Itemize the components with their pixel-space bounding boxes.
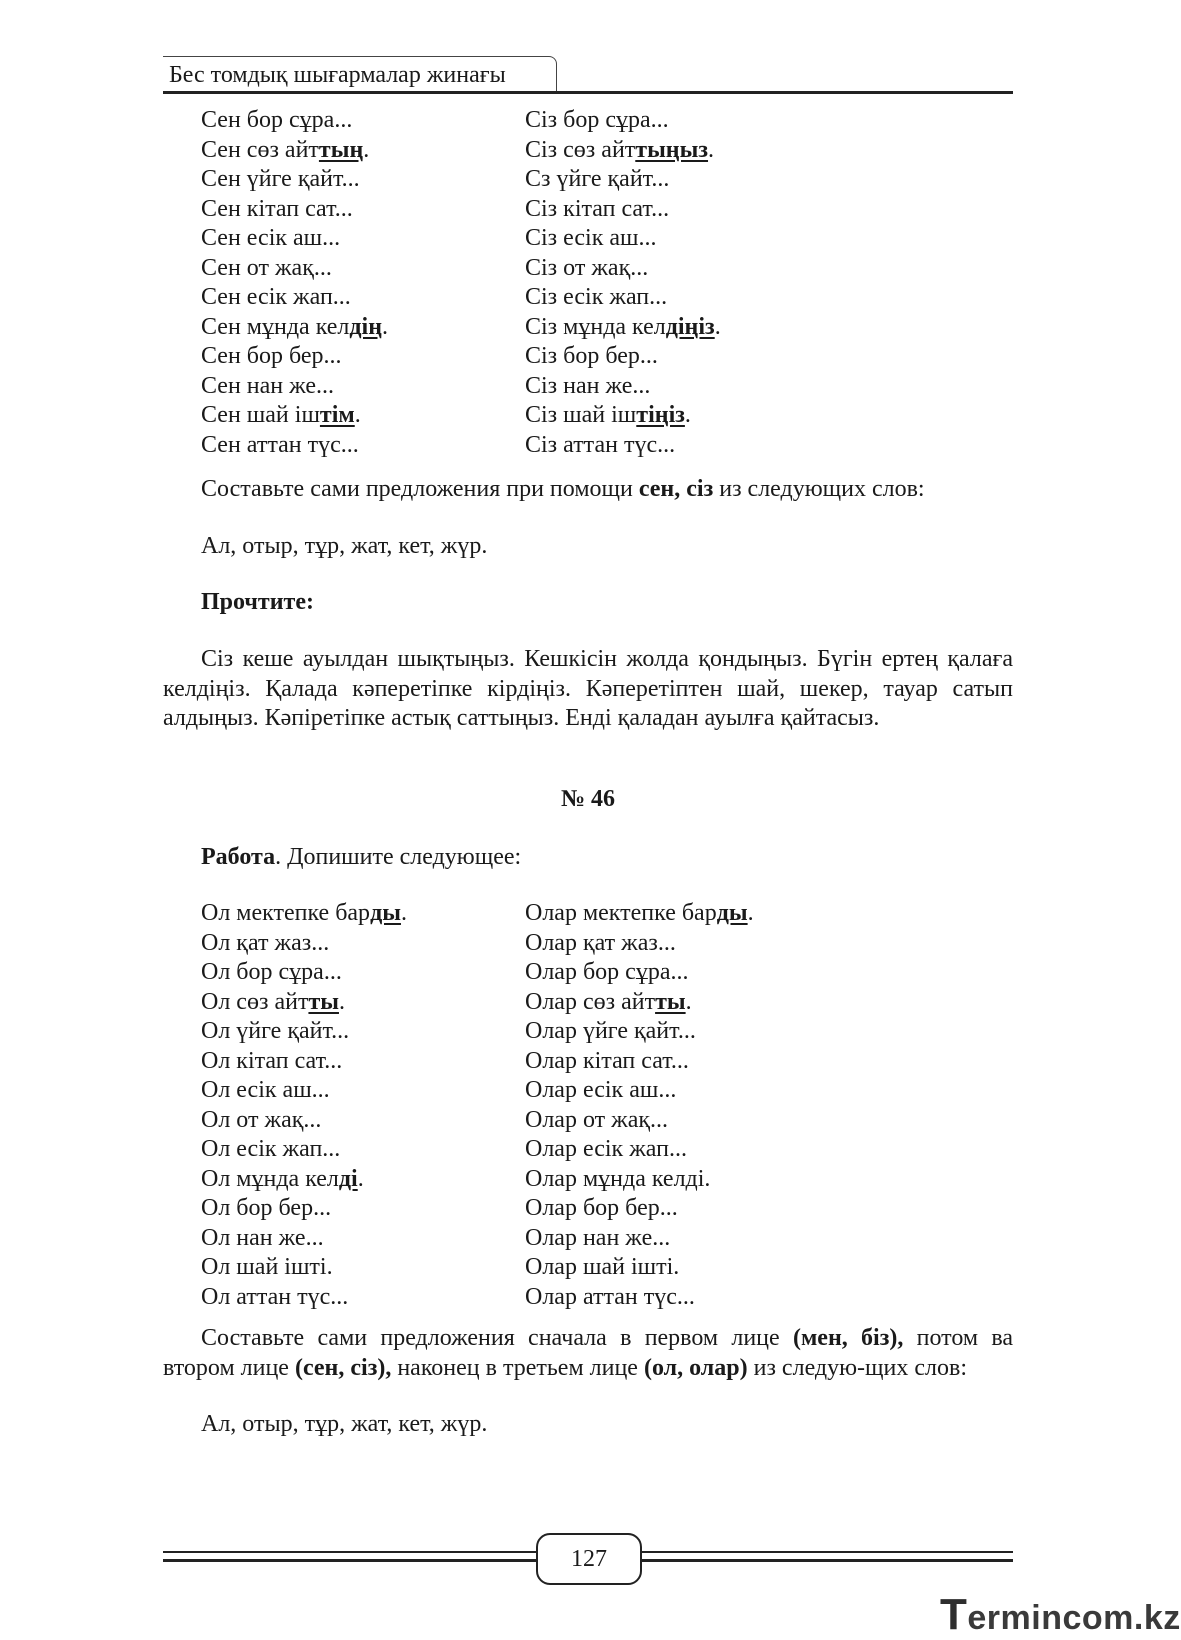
table1-right-row [525, 431, 721, 461]
table2-right-column [525, 899, 754, 1312]
watermark-text: ermincom.kz [967, 1599, 1181, 1637]
table2-right-row-suffix: ды [716, 900, 748, 926]
table2-right-row-text: Олар шай ішті. [525, 1254, 680, 1280]
table1-left-row-text: Сен бор сұра... [201, 107, 353, 133]
table1-right-row [525, 342, 721, 372]
table1-right-row-suffix: тыңыз [635, 136, 709, 163]
table2-left-row-punct: . [400, 900, 407, 926]
work-label: Работа [201, 844, 276, 870]
table2-left-row-suffix: ді [338, 1165, 358, 1192]
table1-right-row-text: Сіз бор бер... [525, 343, 658, 369]
table1-left-row-text: Сен есік жап... [201, 284, 351, 310]
table2-right-row [525, 1194, 754, 1224]
table1-left-row [201, 313, 388, 343]
table1-right-row [525, 283, 721, 313]
table2-left-row-text: Ол бор сұра... [201, 959, 342, 985]
exercise-number: № 46 [560, 786, 616, 812]
table2-right-row [525, 1047, 754, 1077]
table2-left-row-text: Ол нан же... [201, 1224, 324, 1251]
footer-rule-left [163, 1551, 537, 1562]
table2-left-row-text: Ол мектепке бар [201, 900, 371, 926]
page-number: 127 [536, 1533, 642, 1585]
table1-right-row-punct: . [714, 313, 721, 340]
table2-left-row [201, 958, 407, 988]
table2-right-row [525, 1253, 754, 1283]
table2-left-column [201, 899, 407, 1312]
table1-right-row-punct: . [708, 136, 715, 163]
table2-right-row-punct: . [747, 900, 754, 926]
table1-left-row [201, 224, 388, 254]
table2-left-row-text: Ол кітап сат... [201, 1047, 343, 1074]
task1-text-a: Составьте сами предложения при помощи [201, 476, 639, 502]
table1-left-row-punct: . [382, 313, 389, 340]
reading-text: Сіз кеше ауылдан шықтыңыз. Кешкісін жолда қондыңыз. Бүгін ертең қалаға келдіңіз. Қалада кәперетіпке кірдіңіз. Кәперетіптен шай, шекер, тауар сатып алдыңыз. Кәпіретіпке астық саттыңыз. Енді қаладан ауылға қайтасыз. [163, 646, 1013, 731]
table1-left-row-text: Сен шай іш [201, 402, 320, 428]
header-title: Бес томдық шығармалар жинағы [169, 62, 506, 88]
table2-left-row-punct: . [357, 1165, 364, 1192]
table2-left-row [201, 1047, 407, 1077]
table1-left-row [201, 195, 388, 225]
task1-bold: сен, сіз [638, 476, 714, 502]
table2-right-row-text: Олар қат жаз... [525, 929, 676, 956]
table1-right-row-text: Сіз бор сұра... [525, 107, 669, 133]
table1-right-row-text: Сз үйге қайт... [525, 166, 670, 192]
table1-right-row-text: Сіз мұнда кел [525, 313, 666, 340]
table1-right-row [525, 136, 721, 166]
task2-bold-1: (мен, біз), [792, 1325, 904, 1351]
table1-right-row-suffix: тіңіз [636, 402, 685, 428]
table2-left-row-text: Ол мұнда кел [201, 1165, 339, 1192]
table1-left-row-suffix: тың [318, 136, 364, 163]
table2-left-row [201, 1283, 407, 1313]
table1-left-row-text: Сен от жақ... [201, 254, 332, 281]
table2-left-row-text: Ол аттан түс... [201, 1283, 349, 1310]
table1-right-row [525, 224, 721, 254]
table1-left-row-punct: . [354, 402, 361, 428]
work-text: . Допишите следующее: [275, 844, 522, 870]
table2-left-row-text: Ол сөз айт [201, 988, 309, 1015]
table2-right-row-punct: . [685, 988, 692, 1015]
table1-right-row-text: Сіз нан же... [525, 372, 651, 399]
table2-right-row-text: Олар от жақ... [525, 1106, 669, 1133]
table1-right-row-text: Сіз кітап сат... [525, 195, 670, 222]
table2-left-row [201, 1135, 407, 1165]
table1-left-row-suffix: тім [319, 402, 355, 428]
running-header [163, 56, 1013, 94]
table2-right-row [525, 1224, 754, 1254]
task-instruction-1 [163, 475, 1013, 505]
table2-left-row-text: Ол шай ішті. [201, 1254, 333, 1280]
table2-left-row-text: Ол үйге қайт... [201, 1018, 350, 1044]
table1-left-row [201, 431, 388, 461]
table1-left-row-text: Сен есік аш... [201, 225, 341, 251]
table1-left-row [201, 283, 388, 313]
task2-bold-2: (сен, сіз), [294, 1354, 392, 1381]
table2-right-row [525, 1283, 754, 1313]
table2-right-row [525, 1165, 754, 1195]
table2-left-row-text: Ол от жақ... [201, 1106, 322, 1133]
table2-left-row [201, 988, 407, 1018]
table2-left-row-punct: . [338, 988, 345, 1015]
site-watermark [940, 1590, 1181, 1639]
table2-left-row [201, 1017, 407, 1047]
table1-right-row [525, 401, 721, 431]
task1-text-b: из следующих слов: [713, 476, 925, 502]
read-heading-text: Прочтите: [201, 589, 314, 615]
table1-left-row-text: Сен бор бер... [201, 343, 342, 369]
header-rule [163, 91, 1013, 94]
table1-left-row [201, 372, 388, 402]
table2-right-row-text: Олар бор сұра... [525, 959, 689, 985]
task2-text-3: наконец в третьем лице [391, 1354, 644, 1381]
read-heading [163, 588, 1013, 618]
table1-left-row-text: Сен нан же... [201, 372, 335, 399]
table1-right-row-text: Сіз есік жап... [525, 284, 668, 310]
table2-left-row-suffix: ты [308, 988, 339, 1015]
table2-left-row-text: Ол есік жап... [201, 1136, 341, 1162]
table1-right-row [525, 313, 721, 343]
table2-right-row-text: Олар кітап сат... [525, 1047, 689, 1074]
task2-bold-3: (ол, олар) [643, 1354, 748, 1381]
task2-text-1: Составьте сами предложения сначала в первом лице [201, 1325, 793, 1351]
table2-left-row [201, 1224, 407, 1254]
work-instruction [163, 843, 1013, 873]
table1-left-column [201, 106, 388, 460]
table1-left-row-text: Сен аттан түс... [201, 431, 359, 458]
table1-left-row-suffix: дің [349, 313, 383, 340]
table1-right-row-text: Сіз от жақ... [525, 254, 649, 281]
table2-right-row [525, 929, 754, 959]
table2-right-row-text: Олар сөз айт [525, 988, 656, 1015]
table1-left-row [201, 254, 388, 284]
table2-left-row [201, 1106, 407, 1136]
table2-right-row [525, 1076, 754, 1106]
word-list-1: Ал, отыр, тұр, жат, кет, жүр. [201, 533, 488, 559]
table2-right-row-text: Олар есік жап... [525, 1136, 687, 1162]
table2-right-row-text: Олар мұнда келді. [525, 1165, 711, 1192]
footer-rule-right [638, 1551, 1013, 1562]
table2-right-row-text: Олар үйге қайт... [525, 1018, 696, 1044]
table2-right-row-text: Олар есік аш... [525, 1077, 677, 1103]
table1-left-row-text: Сен сөз айт [201, 136, 319, 163]
task2-text-2: потом ва втором лице [163, 1325, 1014, 1381]
table2-left-row [201, 1253, 407, 1283]
table2-right-row [525, 1017, 754, 1047]
table1-left-row-text: Сен кітап сат... [201, 195, 353, 222]
table2-right-row-text: Олар нан же... [525, 1224, 671, 1251]
table1-right-row-text: Сіз сөз айт [525, 136, 636, 163]
table1-right-row-text: Сіз шай іш [525, 402, 637, 428]
task2-text-4: из следую-щих слов: [747, 1354, 967, 1381]
table2-left-row-text: Ол есік аш... [201, 1077, 330, 1103]
table2-left-row [201, 929, 407, 959]
table2-left-row [201, 899, 407, 929]
table1-left-row [201, 342, 388, 372]
word-list-2: Ал, отыр, тұр, жат, кет, жүр. [201, 1411, 488, 1437]
table2-left-row [201, 1165, 407, 1195]
table1-left-row-text: Сен мұнда кел [201, 313, 350, 340]
table1-left-row-punct: . [363, 136, 370, 163]
table2-right-row-text: Олар аттан түс... [525, 1283, 695, 1310]
table1-right-row [525, 195, 721, 225]
table1-right-row [525, 106, 721, 136]
table1-left-row [201, 106, 388, 136]
table1-right-row-text: Сіз аттан түс... [525, 431, 676, 458]
table1-right-row-text: Сіз есік аш... [525, 225, 657, 251]
table2-right-row [525, 1135, 754, 1165]
table1-left-row [201, 136, 388, 166]
table1-right-row [525, 254, 721, 284]
table2-right-row-text: Олар мектепке бар [525, 900, 717, 926]
table2-right-row [525, 988, 754, 1018]
table2-right-row [525, 1106, 754, 1136]
table1-left-row-text: Сен үйге қайт... [201, 166, 360, 192]
table2-left-row [201, 1076, 407, 1106]
table1-right-row [525, 372, 721, 402]
table2-right-row [525, 899, 754, 929]
table1-left-row [201, 401, 388, 431]
table2-right-row-suffix: ты [655, 988, 686, 1015]
table1-left-row [201, 165, 388, 195]
table1-right-row-suffix: діңіз [665, 313, 715, 340]
table2-right-row [525, 958, 754, 988]
table2-left-row-text: Ол бор бер... [201, 1195, 332, 1221]
watermark-logo-letter: T [940, 1590, 968, 1639]
table2-left-row-text: Ол қат жаз... [201, 929, 330, 956]
table2-left-row-suffix: ды [370, 900, 401, 926]
table1-right-row-punct: . [684, 402, 691, 428]
table1-right-column [525, 106, 721, 460]
table1-right-row [525, 165, 721, 195]
table2-left-row [201, 1194, 407, 1224]
table2-right-row-text: Олар бор бер... [525, 1195, 678, 1221]
task-instruction-2 [163, 1324, 1013, 1383]
